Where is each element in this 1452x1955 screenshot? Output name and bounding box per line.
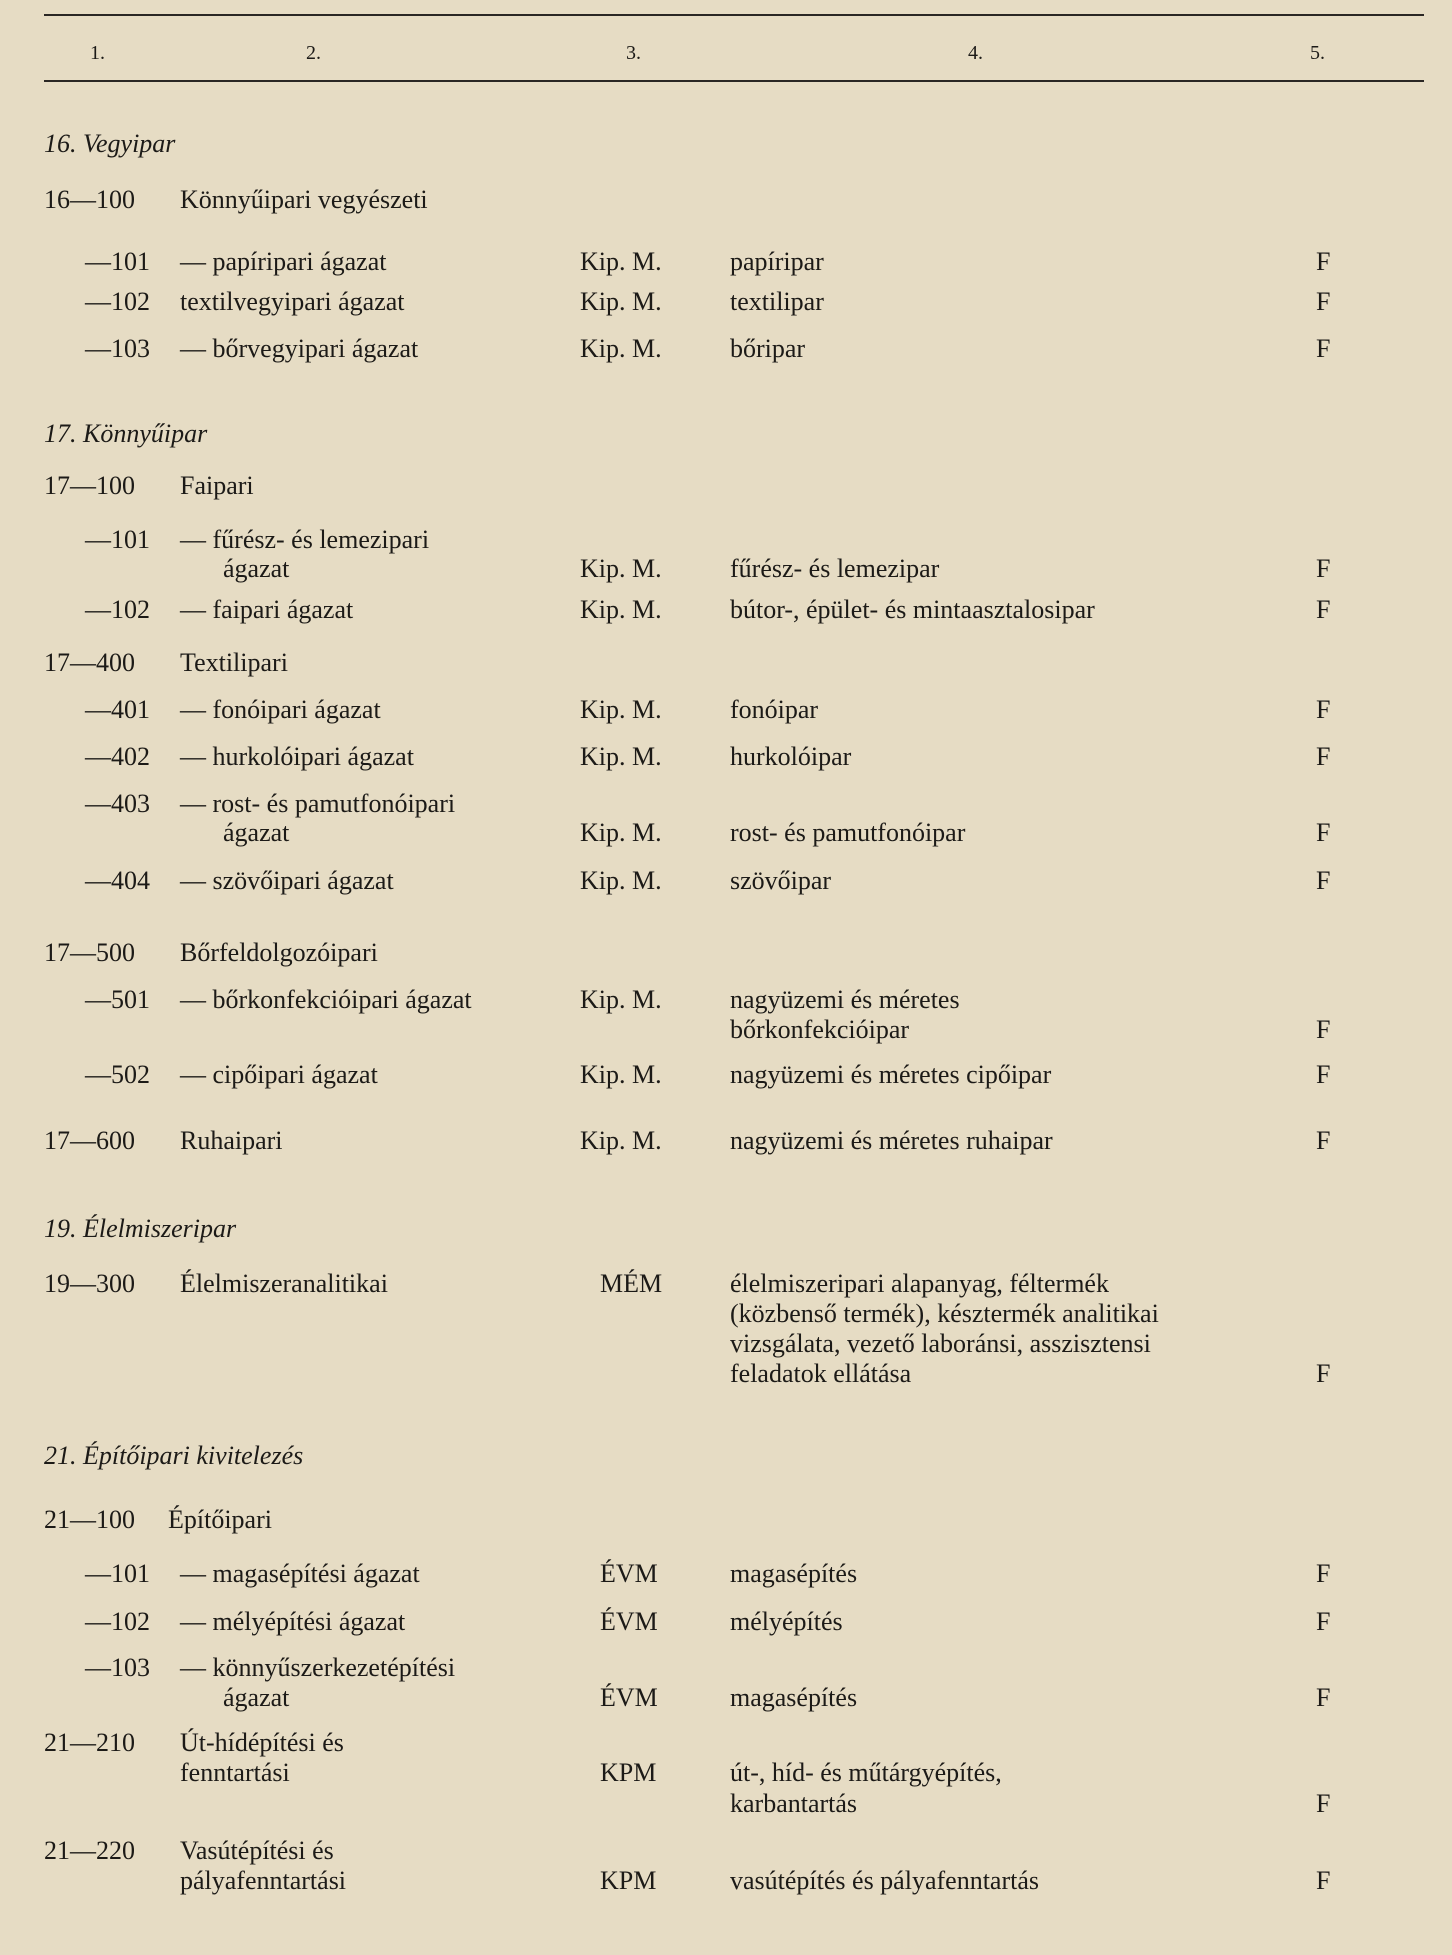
row-flag: F (1316, 247, 1331, 276)
row-flag: F (1316, 1060, 1331, 1089)
row-name: — rost- és pamutfonóipari (180, 789, 456, 818)
row-code: —101 (85, 1559, 150, 1588)
row-description: papíripar (730, 247, 824, 276)
row-name: Építőipari (168, 1505, 272, 1534)
row-code: —404 (85, 866, 150, 895)
row-flag: F (1316, 1866, 1331, 1895)
row-code: 17—600 (44, 1126, 135, 1155)
section-title-21: 21. Építőipari kivitelezés (44, 1441, 304, 1470)
row-description: bőripar (730, 334, 806, 363)
row-flag: F (1316, 1015, 1331, 1044)
row-ministry: Kip. M. (580, 695, 662, 724)
row-name: — fűrész- és lemezipari (180, 525, 430, 554)
row-name: textilvegyipari ágazat (180, 287, 405, 316)
header-rule (44, 80, 1424, 82)
row-code: —401 (85, 695, 150, 724)
row-description: magasépítés (730, 1683, 858, 1712)
row-ministry: KPM (600, 1866, 657, 1895)
row-description: nagyüzemi és méretes (730, 985, 960, 1014)
row-name-continued: ágazat (223, 554, 290, 583)
column-header-5: 5. (1310, 42, 1325, 64)
top-rule (44, 14, 1424, 16)
row-ministry: Kip. M. (580, 334, 662, 363)
row-description: hurkolóipar (730, 742, 852, 771)
row-code: —102 (85, 1607, 150, 1636)
row-description-continued: bőrkonfekcióipar (730, 1015, 910, 1044)
row-code: —102 (85, 595, 150, 624)
row-description-continued: (közbenső termék), késztermék analitikai (730, 1299, 1159, 1328)
column-header-1: 1. (90, 42, 105, 64)
section-title-19: 19. Élelmiszeripar (44, 1214, 237, 1243)
column-header-2: 2. (306, 42, 321, 64)
row-code: 19—300 (44, 1269, 135, 1298)
row-code: —402 (85, 742, 150, 771)
row-description: textilipar (730, 287, 824, 316)
column-header-4: 4. (968, 42, 983, 64)
row-name: Vasútépítési és (180, 1836, 334, 1865)
row-ministry: ÉVM (600, 1683, 658, 1712)
row-name: — bőrvegyipari ágazat (180, 334, 419, 363)
row-code: —501 (85, 985, 150, 1014)
row-description: nagyüzemi és méretes cipőipar (730, 1060, 1052, 1089)
row-flag: F (1316, 1359, 1331, 1388)
row-description: út-, híd- és műtárgyépítés, (730, 1758, 1002, 1787)
row-name: — hurkolóipari ágazat (180, 742, 414, 771)
row-description: bútor-, épület- és mintaasztalosipar (730, 595, 1095, 624)
row-ministry: Kip. M. (580, 287, 662, 316)
row-description: mélyépítés (730, 1607, 843, 1636)
row-name: — könnyűszerkezetépítési (180, 1653, 456, 1682)
row-ministry: KPM (600, 1758, 657, 1787)
row-description: élelmiszeripari alapanyag, féltermék (730, 1269, 1109, 1298)
row-ministry: ÉVM (600, 1607, 658, 1636)
row-code: —502 (85, 1060, 150, 1089)
row-flag: F (1316, 595, 1331, 624)
row-flag: F (1316, 287, 1331, 316)
row-code: 21—220 (44, 1836, 135, 1865)
row-code: 17—500 (44, 938, 135, 967)
row-name: Élelmiszeranalitikai (180, 1269, 388, 1298)
row-description: rost- és pamutfonóipar (730, 818, 966, 847)
row-name-continued: ágazat (223, 1683, 290, 1712)
row-name: Bőrfeldolgozóipari (180, 938, 378, 967)
row-ministry: Kip. M. (580, 866, 662, 895)
row-name: — fonóipari ágazat (180, 695, 381, 724)
row-name: — mélyépítési ágazat (180, 1607, 406, 1636)
row-flag: F (1316, 1607, 1331, 1636)
row-name: Textilipari (180, 648, 288, 677)
row-description-continued: feladatok ellátása (730, 1359, 912, 1388)
row-description: magasépítés (730, 1559, 858, 1588)
row-description-continued: vizsgálata, vezető laboránsi, asszisztensi (730, 1329, 1151, 1358)
row-description: szövőipar (730, 866, 832, 895)
row-ministry: Kip. M. (580, 1126, 662, 1155)
row-name: — cipőipari ágazat (180, 1060, 378, 1089)
row-code: —102 (85, 287, 150, 316)
row-flag: F (1316, 695, 1331, 724)
row-description: fűrész- és lemezipar (730, 554, 940, 583)
row-flag: F (1316, 1789, 1331, 1818)
row-name-continued: ágazat (223, 818, 290, 847)
row-description: fonóipar (730, 695, 819, 724)
row-ministry: Kip. M. (580, 985, 662, 1014)
row-ministry: Kip. M. (580, 595, 662, 624)
row-name: — faipari ágazat (180, 595, 354, 624)
row-name: — magasépítési ágazat (180, 1559, 420, 1588)
row-flag: F (1316, 818, 1331, 847)
row-description-continued: karbantartás (730, 1789, 858, 1818)
row-flag: F (1316, 334, 1331, 363)
row-code: 21—100 (44, 1505, 135, 1534)
row-code: 17—100 (44, 471, 135, 500)
row-name: — bőrkonfekcióipari ágazat (180, 985, 472, 1014)
row-ministry: Kip. M. (580, 742, 662, 771)
row-name-continued: fenntartási (180, 1758, 290, 1787)
row-code: 16—100 (44, 185, 135, 214)
row-name: Faipari (180, 471, 254, 500)
row-flag: F (1316, 554, 1331, 583)
row-code: 21—210 (44, 1728, 135, 1757)
row-description: nagyüzemi és méretes ruhaipar (730, 1126, 1053, 1155)
row-name: Könnyűipari vegyészeti (180, 185, 428, 214)
row-ministry: Kip. M. (580, 1060, 662, 1089)
row-ministry: MÉM (600, 1269, 663, 1298)
row-description: vasútépítés és pályafenntartás (730, 1866, 1039, 1895)
row-name-continued: pályafenntartási (180, 1866, 347, 1895)
row-name: Ruhaipari (180, 1126, 283, 1155)
row-ministry: ÉVM (600, 1559, 658, 1588)
row-code: —103 (85, 334, 150, 363)
row-code: —403 (85, 789, 150, 818)
row-flag: F (1316, 742, 1331, 771)
row-name: Út-hídépítési és (180, 1728, 344, 1757)
row-ministry: Kip. M. (580, 247, 662, 276)
section-title-16: 16. Vegyipar (44, 129, 176, 158)
row-flag: F (1316, 1126, 1331, 1155)
row-flag: F (1316, 1683, 1331, 1712)
row-code: 17—400 (44, 648, 135, 677)
section-title-17: 17. Könnyűipar (44, 419, 208, 448)
row-flag: F (1316, 1559, 1331, 1588)
row-flag: F (1316, 866, 1331, 895)
row-name: — papíripari ágazat (180, 247, 387, 276)
row-name: — szövőipari ágazat (180, 866, 394, 895)
row-code: —101 (85, 525, 150, 554)
row-code: —101 (85, 247, 150, 276)
row-ministry: Kip. M. (580, 554, 662, 583)
row-code: —103 (85, 1653, 150, 1682)
column-header-3: 3. (626, 42, 641, 64)
row-ministry: Kip. M. (580, 818, 662, 847)
